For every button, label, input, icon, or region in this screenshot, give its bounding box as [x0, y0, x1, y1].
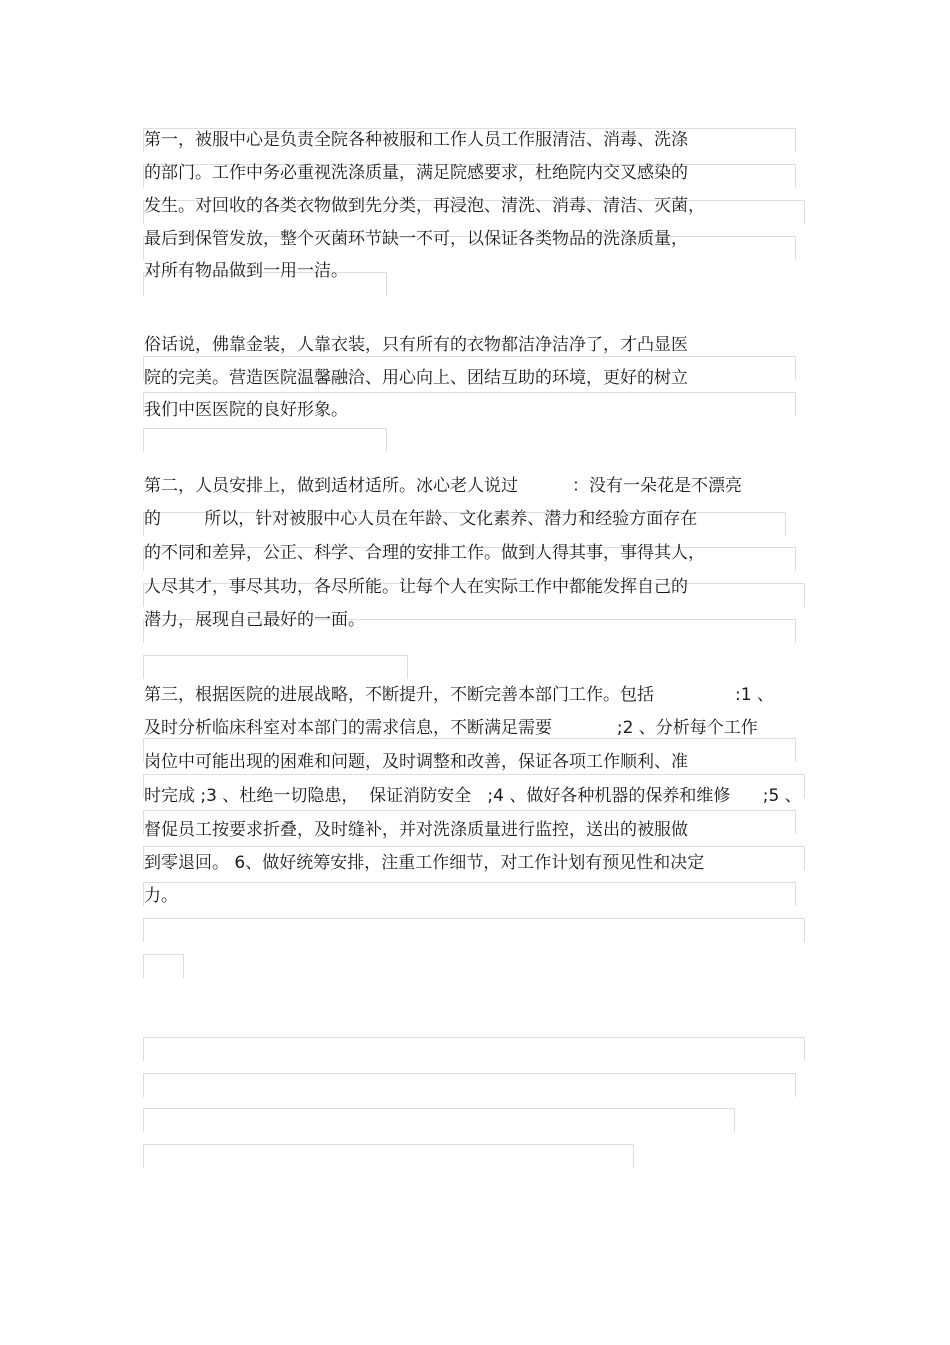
paragraph-4-line-4: 时完成 ;3 、杜绝一切隐患， 保证消防安全 ;4 、做好各种机器的保养和维修 ;5 、 [144, 786, 802, 806]
paragraph-3-line-3: 的不同和差异，公正、科学、合理的安排工作。做到人得其事，事得其人， [144, 543, 705, 563]
paragraph-3-line-5: 潜力，展现自己最好的一面。 [144, 610, 365, 630]
text-frame [143, 1108, 735, 1132]
text-frame [143, 918, 805, 942]
text-frame [143, 1073, 796, 1097]
text-frame [143, 428, 387, 452]
text-frame [143, 1037, 805, 1061]
text-frame [143, 882, 796, 906]
paragraph-2-line-1: 俗话说，佛靠金装，人靠衣装，只有所有的衣物都洁净洁净了，才凸显医 [144, 335, 688, 355]
paragraph-1-line-4: 最后到保管发放，整个灭菌环节缺一不可，以保证各类物品的洗涤质量， [144, 229, 688, 249]
paragraph-3-line-2: 的 所以，针对被服中心人员在年龄、文化素养、潜力和经验方面存在 [144, 509, 698, 529]
text-frame [143, 655, 408, 679]
paragraph-1-line-3: 发生。对回收的各类衣物做到先分类，再浸泡、清洗、消毒、清洁、灭菌， [144, 196, 705, 216]
paragraph-4-line-7: 力。 [144, 886, 178, 906]
paragraph-4-line-5: 督促员工按要求折叠，及时缝补，并对洗涤质量进行监控，送出的被服做 [144, 820, 688, 840]
paragraph-2-line-2: 院的完美。营造医院温馨融洽、用心向上、团结互助的环境，更好的树立 [144, 368, 688, 388]
paragraph-1-line-2: 的部门。工作中务必重视洗涤质量，满足院感要求，杜绝院内交叉感染的 [144, 163, 688, 183]
paragraph-4-line-1: 第三，根据医院的进展战略，不断提升，不断完善本部门工作。包括 :1 、 [144, 685, 775, 705]
paragraph-1-line-5: 对所有物品做到一用一洁。 [144, 261, 348, 281]
paragraph-2-line-3: 我们中医医院的良好形象。 [144, 400, 348, 420]
paragraph-4-line-6: 到零退回。 6、做好统筹安排，注重工作细节，对工作计划有预见性和决定 [144, 853, 705, 873]
paragraph-1-line-1: 第一，被服中心是负责全院各种被服和工作人员工作服清洁、消毒、洗涤 [144, 130, 688, 150]
paragraph-3-line-4: 人尽其才，事尽其功，各尽所能。让每个人在实际工作中都能发挥自己的 [144, 577, 688, 597]
paragraph-3-line-1: 第二，人员安排上，做到适材适所。冰心老人说过 ：没有一朵花是不漂亮 [144, 476, 743, 496]
paragraph-4-line-3: 岗位中可能出现的困难和问题，及时调整和改善，保证各项工作顺利、准 [144, 752, 688, 772]
text-frame [143, 1144, 634, 1168]
text-frame [143, 954, 184, 978]
paragraph-4-line-2: 及时分析临床科室对本部门的需求信息，不断满足需要 ;2 、分析每个工作 [144, 718, 758, 738]
